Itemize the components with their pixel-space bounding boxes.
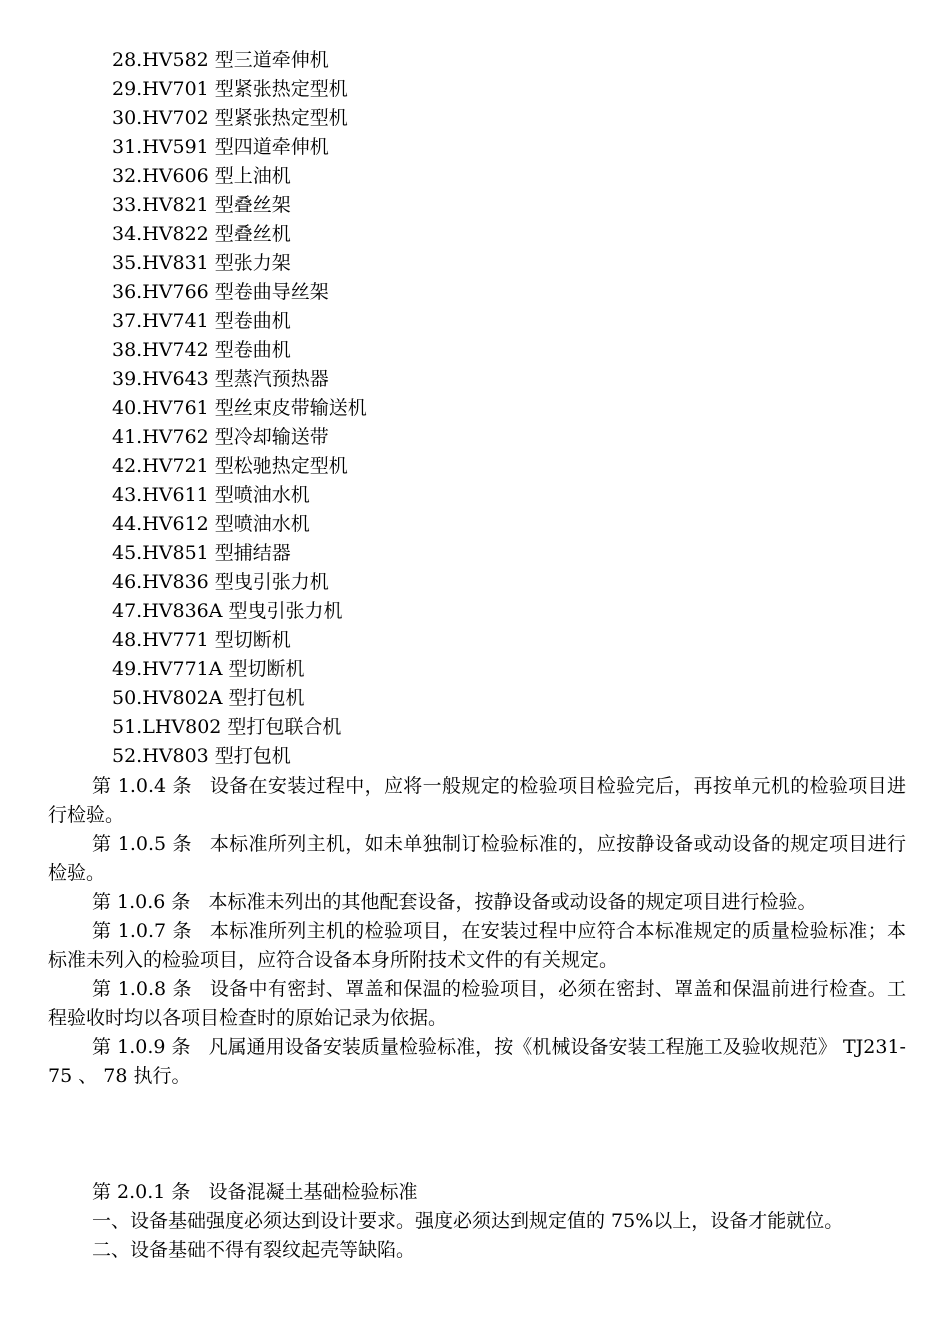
- clause-1-0-4: [48, 772, 906, 830]
- clause-text: 本标准所列主机，如未单独制订检验标准的，应按静设备或动设备的规定项目进行检验。: [48, 833, 906, 884]
- section-heading-text: 设备混凝土基础检验标准: [208, 1181, 418, 1203]
- requirement-item: 一、设备基础强度必须达到设计要求。强度必须达到规定值的 75%以上，设备才能就位。: [92, 1210, 844, 1232]
- clause-label: 第 1.0.9 条: [92, 1036, 191, 1058]
- clause-text: 本标准所列主机的检验项目，在安装过程中应符合本标准规定的质量检验标准；本标准未列入的检验项目，应符合设备本身所附技术文件的有关规定。: [48, 920, 906, 971]
- clause-label: 第 1.0.7 条: [92, 920, 192, 942]
- list-item: 34.HV822 型叠丝机: [112, 223, 291, 245]
- list-item: 31.HV591 型四道牵伸机: [112, 136, 329, 158]
- list-item: 30.HV702 型紧张热定型机: [112, 107, 348, 129]
- section-2-0-1: [48, 1178, 906, 1265]
- requirement-item: 二、设备基础不得有裂纹起壳等缺陷。: [92, 1239, 416, 1261]
- clause-1-0-5: [48, 830, 906, 888]
- list-item: 40.HV761 型丝束皮带输送机: [112, 397, 367, 419]
- list-item: 45.HV851 型捕结器: [112, 542, 291, 564]
- list-item: 41.HV762 型冷却输送带: [112, 426, 329, 448]
- list-item: 51.LHV802 型打包联合机: [112, 716, 342, 738]
- list-item: 44.HV612 型喷油水机: [112, 513, 310, 535]
- clause-1-0-9: [48, 1033, 906, 1091]
- clause-text: 本标准未列出的其他配套设备，按静设备或动设备的规定项目进行检验。: [208, 891, 817, 913]
- list-item: 46.HV836 型曳引张力机: [112, 571, 329, 593]
- clause-text: 凡属通用设备安装质量检验标准，按《机械设备安装工程施工及验收规范》 TJ231-75 、 78 执行。: [48, 1036, 906, 1087]
- list-item: 47.HV836A 型曳引张力机: [112, 600, 343, 622]
- clause-text: 设备在安装过程中，应将一般规定的检验项目检验完后，再按单元机的检验项目进行检验。: [48, 775, 906, 826]
- clause-label: 第 1.0.5 条: [92, 833, 192, 855]
- clause-1-0-8: [48, 975, 906, 1033]
- list-item: 28.HV582 型三道牵伸机: [112, 49, 329, 71]
- list-item: 48.HV771 型切断机: [112, 629, 291, 651]
- list-item: 49.HV771A 型切断机: [112, 658, 305, 680]
- clause-text: 设备中有密封、罩盖和保温的检验项目，必须在密封、罩盖和保温前进行检查。工程验收时均以各项目检查时的原始记录为依据。: [48, 978, 906, 1029]
- list-item: 36.HV766 型卷曲导丝架: [112, 281, 329, 303]
- clause-label: 第 1.0.4 条: [92, 775, 192, 797]
- list-item: 38.HV742 型卷曲机: [112, 339, 291, 361]
- section-heading: [48, 1178, 906, 1207]
- list-item: 37.HV741 型卷曲机: [112, 310, 291, 332]
- list-item: 42.HV721 型松驰热定型机: [112, 455, 348, 477]
- list-item: 29.HV701 型紧张热定型机: [112, 78, 348, 100]
- list-item: 35.HV831 型张力架: [112, 252, 291, 274]
- clause-label: 第 2.0.1 条: [92, 1181, 191, 1203]
- list-item: 43.HV611 型喷油水机: [112, 484, 310, 506]
- clause-label: 第 1.0.6 条: [92, 891, 191, 913]
- clauses-section: [48, 772, 906, 1091]
- list-item: 33.HV821 型叠丝架: [112, 194, 291, 216]
- list-item: 50.HV802A 型打包机: [112, 687, 305, 709]
- clause-1-0-6: [48, 888, 906, 917]
- clause-1-0-7: [48, 917, 906, 975]
- list-item: 32.HV606 型上油机: [112, 165, 291, 187]
- list-item: 52.HV803 型打包机: [112, 745, 291, 767]
- clause-label: 第 1.0.8 条: [92, 978, 192, 1000]
- equipment-list: [112, 46, 712, 771]
- list-item: 39.HV643 型蒸汽预热器: [112, 368, 329, 390]
